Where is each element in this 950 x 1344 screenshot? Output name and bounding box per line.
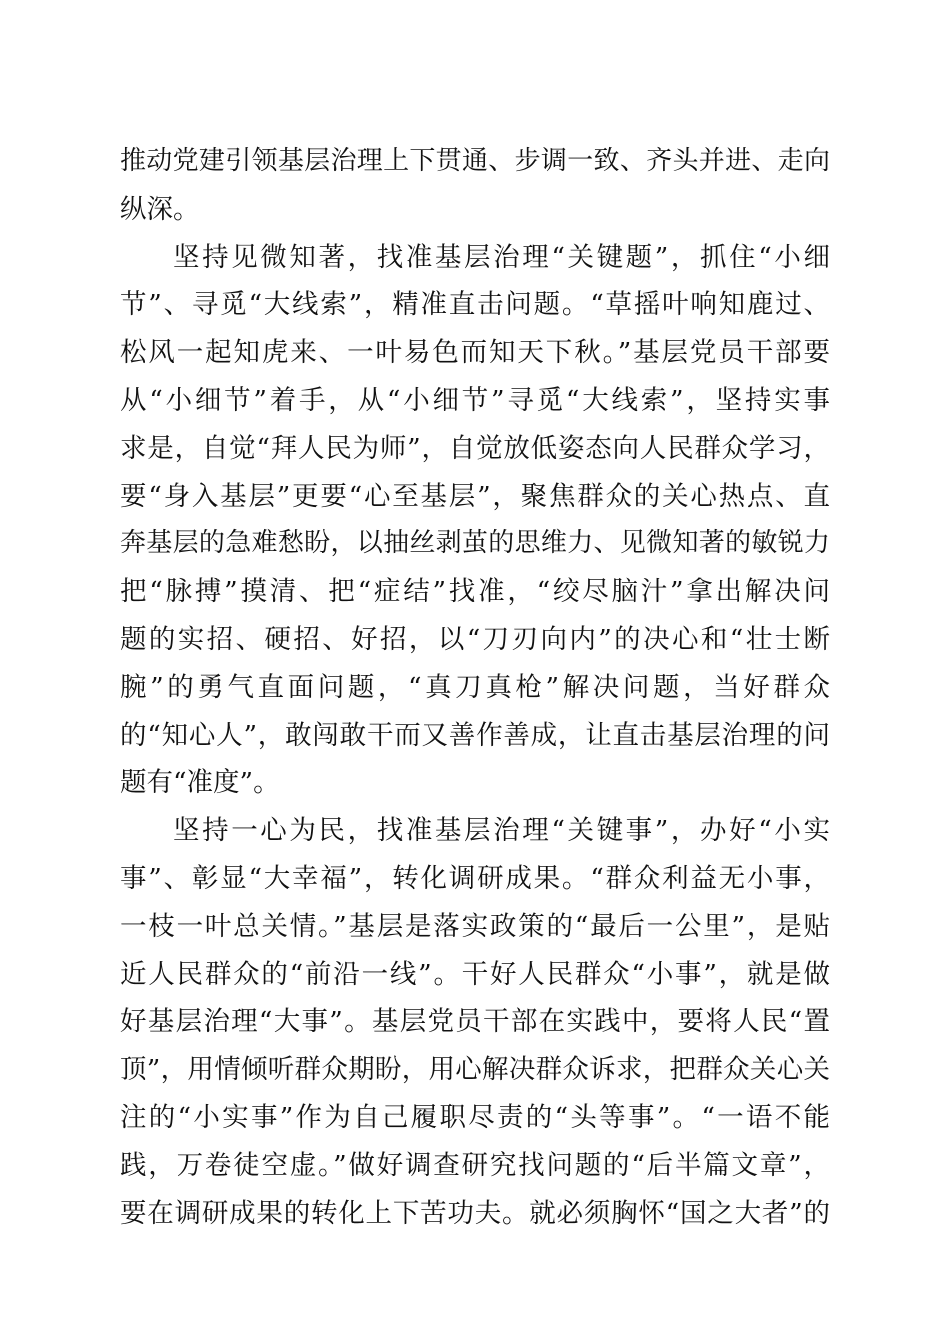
- paragraph-line: 纵深。: [120, 193, 200, 225]
- paragraph-line: 腕”的勇气直面问题，“真刀真枪”解决问题，当好群众: [120, 671, 830, 703]
- paragraph-line: 题的实招、硬招、好招，以“刀刃向内”的决心和“壮士断: [120, 623, 830, 655]
- paragraph-line: 题有“准度”。: [120, 767, 280, 799]
- paragraph-line: 求是，自觉“拜人民为师”，自觉放低姿态向人民群众学习，: [120, 432, 830, 464]
- paragraph-line: 践，万卷徒空虚。”做好调查研究找问题的“后半篇文章”，: [120, 1149, 830, 1181]
- paragraph-line: 注的“小实事”作为自己履职尽责的“头等事”。“一语不能: [120, 1101, 830, 1133]
- paragraph-line: 事”、彰显“大幸福”，转化调研成果。“群众利益无小事，: [120, 862, 830, 894]
- paragraph-line: 把“脉搏”摸清、把“症结”找准，“绞尽脑汁”拿出解决问: [120, 576, 830, 608]
- paragraph-line: 近人民群众的“前沿一线”。干好人民群众“小事”，就是做: [120, 958, 830, 990]
- paragraph-line: 坚持见微知著，找准基层治理“关键题”，抓住“小细: [173, 241, 830, 273]
- paragraph-line: 松风一起知虎来、一叶易色而知天下秋。”基层党员干部要: [120, 337, 830, 369]
- paragraph-line: 好基层治理“大事”。基层党员干部在实践中，要将人民“置: [120, 1006, 830, 1038]
- paragraph-line: 奔基层的急难愁盼，以抽丝剥茧的思维力、见微知著的敏锐力: [120, 528, 830, 559]
- paragraph-line: 节”、寻觅“大线索”，精准直击问题。“草摇叶响知鹿过、: [120, 289, 830, 321]
- paragraph-2: [120, 234, 830, 808]
- document-body: [120, 138, 830, 1237]
- paragraph-line: 顶”，用情倾听群众期盼，用心解决群众诉求，把群众关心关: [120, 1054, 830, 1086]
- paragraph-3: [120, 807, 830, 1237]
- paragraph-line: 坚持一心为民，找准基层治理“关键事”，办好“小实: [173, 815, 830, 847]
- paragraph-line: 的“知心人”，敢闯敢干而又善作善成，让直击基层治理的问: [120, 719, 830, 751]
- paragraph-line: 要“身入基层”更要“心至基层”，聚焦群众的关心热点、直: [120, 480, 830, 512]
- paragraph-1: [120, 138, 830, 234]
- paragraph-line: 一枝一叶总关情。”基层是落实政策的“最后一公里”，是贴: [120, 910, 830, 942]
- paragraph-line: 从“小细节”着手，从“小细节”寻觅“大线索”，坚持实事: [120, 384, 830, 416]
- paragraph-line: 要在调研成果的转化上下苦功夫。就必须胸怀“国之大者”的: [120, 1197, 830, 1229]
- paragraph-line: 推动党建引领基层治理上下贯通、步调一致、齐头并进、走向: [120, 146, 830, 176]
